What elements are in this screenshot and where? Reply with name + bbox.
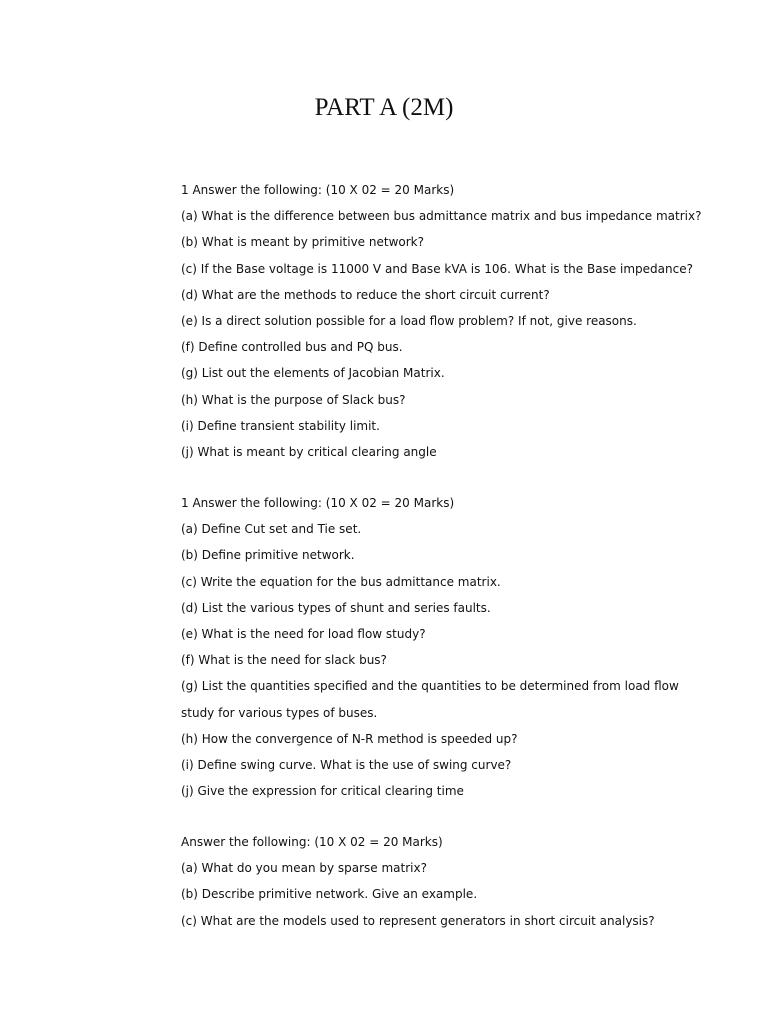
- question-line: (b) Define primitive network.: [181, 548, 355, 563]
- question-line: (c) If the Base voltage is 11000 V and Base kVA is 106. What is the Base impedance?: [181, 261, 693, 276]
- question-line: (g) List the quantities specified and the quantities to be determined from load flow: [181, 679, 679, 694]
- question-line: (i) Define swing curve. What is the use of swing curve?: [181, 757, 512, 772]
- question-line: (c) What are the models used to represent generators in short circuit analysis?: [181, 913, 655, 928]
- question-line: (f) Define controlled bus and PQ bus.: [181, 340, 403, 355]
- section-heading: Answer the following: (10 X 02 = 20 Marks): [181, 835, 443, 849]
- question-line: study for various types of buses.: [181, 705, 378, 720]
- question-line: (g) List out the elements of Jacobian Matrix.: [181, 366, 445, 381]
- question-line: (h) What is the purpose of Slack bus?: [181, 392, 406, 407]
- question-line: (j) Give the expression for critical clearing time: [181, 784, 464, 799]
- section-heading: 1 Answer the following: (10 X 02 = 20 Marks): [181, 183, 455, 197]
- question-line: (j) What is meant by critical clearing angle: [181, 444, 437, 459]
- question-line: (b) Describe primitive network. Give an example.: [181, 887, 478, 902]
- question-line: (h) How the convergence of N-R method is speeded up?: [181, 731, 518, 746]
- question-line: (a) Define Cut set and Tie set.: [181, 522, 362, 537]
- question-line: (a) What is the difference between bus admittance matrix and bus impedance matrix?: [181, 209, 702, 224]
- question-section-2: [181, 490, 741, 804]
- question-section-3: [181, 829, 741, 934]
- question-line: (i) Define transient stability limit.: [181, 418, 380, 433]
- question-line: (d) List the various types of shunt and series faults.: [181, 600, 491, 615]
- question-line: (c) Write the equation for the bus admittance matrix.: [181, 574, 501, 589]
- page-title: PART A (2M): [314, 94, 454, 121]
- question-line: (e) Is a direct solution possible for a load flow problem? If not, give reasons.: [181, 313, 637, 328]
- question-line: (e) What is the need for load flow study?: [181, 626, 426, 641]
- question-line: (f) What is the need for slack bus?: [181, 653, 387, 668]
- question-line: (b) What is meant by primitive network?: [181, 235, 424, 250]
- section-heading: 1 Answer the following: (10 X 02 = 20 Marks): [181, 496, 455, 510]
- question-section-1: [181, 177, 741, 465]
- question-line: (d) What are the methods to reduce the short circuit current?: [181, 287, 550, 302]
- question-line: (a) What do you mean by sparse matrix?: [181, 861, 427, 876]
